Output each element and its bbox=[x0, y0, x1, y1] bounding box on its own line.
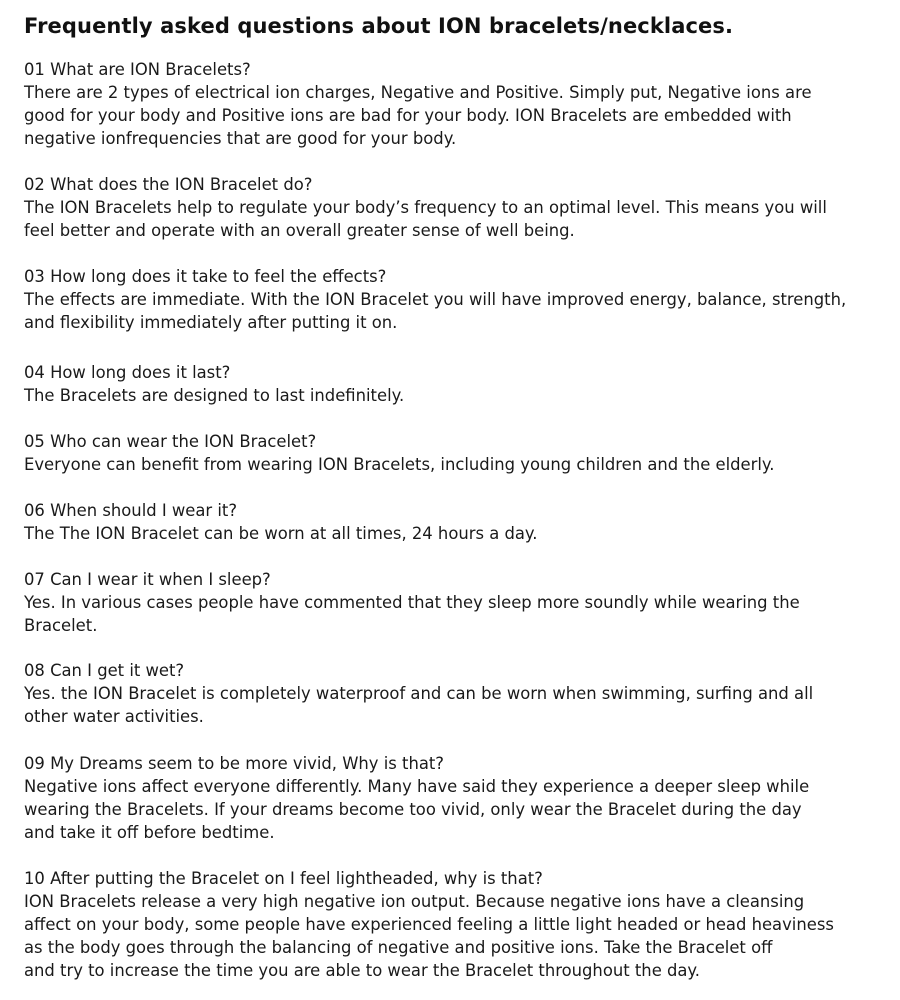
page-title: Frequently asked questions about ION bracelets/necklaces. bbox=[24, 14, 734, 38]
faq-answer-line: and take it off before bedtime. bbox=[24, 823, 275, 842]
faq-answer-line: The Bracelets are designed to last indefinitely. bbox=[24, 386, 405, 405]
faq-answer-line: affect on your body, some people have experienced feeling a little light headed or head heaviness bbox=[24, 915, 834, 934]
faq-answer-line: Yes. In various cases people have commented that they sleep more soundly while wearing the bbox=[24, 593, 800, 612]
faq-answer-line: Negative ions affect everyone differently. Many have said they experience a deeper sleep while bbox=[24, 777, 810, 796]
faq-question: 01 What are ION Bracelets? bbox=[24, 60, 251, 79]
faq-question: 03 How long does it take to feel the effects? bbox=[24, 267, 387, 286]
faq-answer-line: Bracelet. bbox=[24, 616, 98, 635]
faq-question: 10 After putting the Bracelet on I feel lightheaded, why is that? bbox=[24, 869, 543, 888]
faq-answer-line: wearing the Bracelets. If your dreams become too vivid, only wear the Bracelet during the day bbox=[24, 800, 802, 819]
faq-question: 08 Can I get it wet? bbox=[24, 661, 185, 680]
faq-answer-line: Yes. the ION Bracelet is completely waterproof and can be worn when swimming, surfing and all bbox=[24, 684, 814, 703]
faq-answer-line: There are 2 types of electrical ion charges, Negative and Positive. Simply put, Negative ions are bbox=[24, 83, 812, 102]
faq-question: 02 What does the ION Bracelet do? bbox=[24, 175, 313, 194]
faq-answer-line: as the body goes through the balancing of negative and positive ions. Take the Bracelet off bbox=[24, 938, 773, 957]
faq-answer-line: ION Bracelets release a very high negative ion output. Because negative ions have a cleansing bbox=[24, 892, 805, 911]
faq-question: 05 Who can wear the ION Bracelet? bbox=[24, 432, 317, 451]
faq-answer-line: good for your body and Positive ions are bad for your body. ION Bracelets are embedded with bbox=[24, 106, 792, 125]
faq-answer-line: and flexibility immediately after putting it on. bbox=[24, 313, 398, 332]
faq-answer-line: and try to increase the time you are able to wear the Bracelet throughout the day. bbox=[24, 961, 701, 980]
faq-answer-line: feel better and operate with an overall greater sense of well being. bbox=[24, 221, 575, 240]
faq-question: 07 Can I wear it when I sleep? bbox=[24, 570, 271, 589]
faq-question: 06 When should I wear it? bbox=[24, 501, 238, 520]
faq-question: 09 My Dreams seem to be more vivid, Why is that? bbox=[24, 754, 445, 773]
faq-answer-line: The ION Bracelets help to regulate your body’s frequency to an optimal level. This means you will bbox=[24, 198, 827, 217]
faq-question: 04 How long does it last? bbox=[24, 363, 231, 382]
faq-answer-line: negative ionfrequencies that are good for your body. bbox=[24, 129, 457, 148]
faq-answer-line: Everyone can benefit from wearing ION Bracelets, including young children and the elderly. bbox=[24, 455, 775, 474]
faq-answer-line: The The ION Bracelet can be worn at all times, 24 hours a day. bbox=[24, 524, 538, 543]
faq-answer-line: The effects are immediate. With the ION Bracelet you will have improved energy, balance, strength, bbox=[24, 290, 847, 309]
faq-answer-line: other water activities. bbox=[24, 707, 204, 726]
